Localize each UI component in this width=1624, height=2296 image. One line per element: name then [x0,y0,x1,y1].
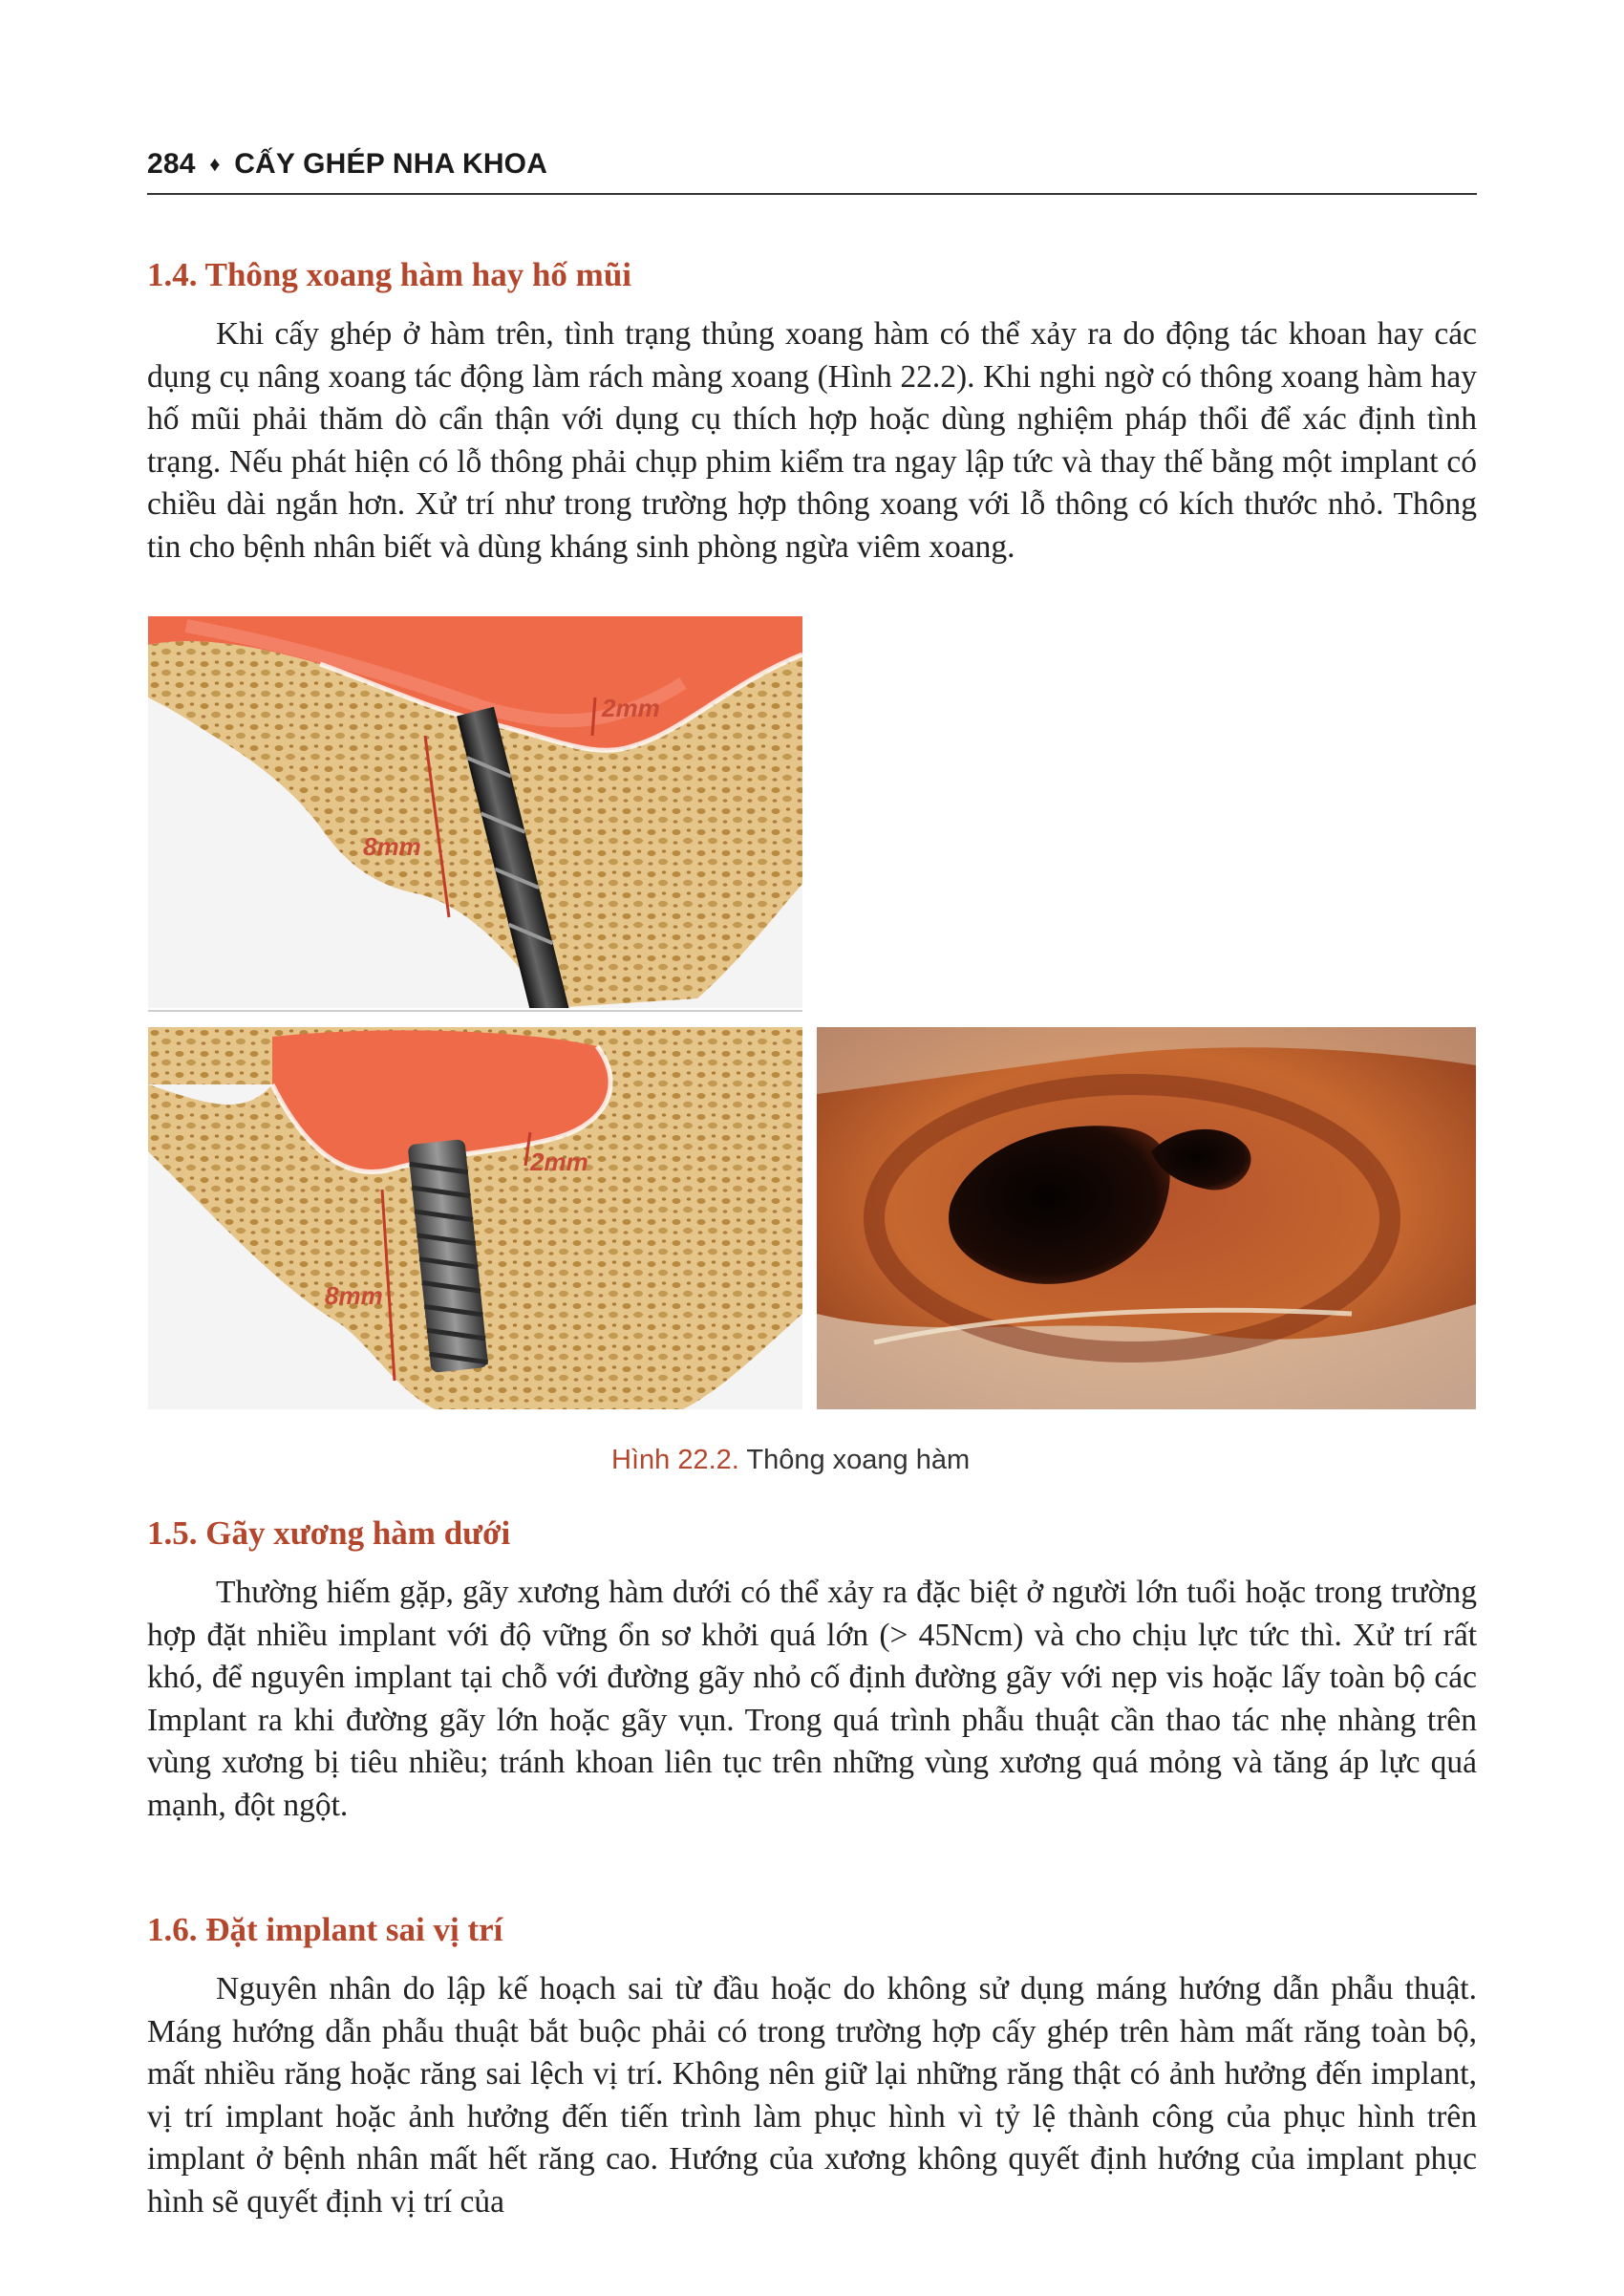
figure-caption-text: Thông xoang hàm [746,1445,971,1475]
section-paragraph-1-5: Thường hiếm gặp, gãy xương hàm dưới có thể xảy ra đặc biệt ở người lớn tuổi hoặc trong trường hợp đặt nhiều implant với độ vững ổn sơ khởi quá lớn (> 45Ncm) và cho chịu lực tức thì. Xử trí rất khó, để nguyên implant tại chỗ với đường gãy nhỏ cố định đường gãy với nẹp vis hoặc lấy toàn bộ các Implant ra khi đường gãy lớn hoặc gãy vụn. Trong quá trình phẫu thuật cần thao tác nhẹ nhàng trên vùng xương bị tiêu nhiều; tránh khoan liên tục trên những vùng xương quá mỏng và tăng áp lực quá mạnh, đột ngột. [147,1575,1477,1823]
section-heading-1-5: 1.5. Gãy xương hàm dưới [147,1514,511,1552]
drill-top-measurement: 2mm [602,694,660,722]
running-header [147,148,547,181]
drill-perforation-illustration [148,616,802,1008]
page-number: 284 [147,148,196,180]
figure-caption-number: Hình 22.2. [611,1445,739,1475]
header-divider [147,193,1477,195]
figure-divider [148,1010,802,1012]
section-heading-1-6: 1.6. Đặt implant sai vị trí [147,1911,503,1948]
sinus-perforation-photo [817,1027,1476,1409]
book-title: CẤY GHÉP NHA KHOA [234,148,548,180]
figure-caption [611,1445,970,1476]
implant-top-measurement: 2mm [530,1148,588,1176]
section-heading-1-4: 1.4. Thông xoang hàm hay hố mũi [147,256,632,293]
section-paragraph-1-6: Nguyên nhân do lập kế hoạch sai từ đầu hoặc do không sử dụng máng hướng dẫn phẫu thuật. Máng hướng dẫn phẫu thuật bắt buộc phải có trong trường hợp cấy ghép trên hàm mất răng toàn bộ, mất nhiều răng hoặc răng sai lệch vị trí. Không nên giữ lại những răng thật có ảnh hưởng đến implant, vị trí implant hoặc ảnh hưởng đến tiến trình làm phục hình vì tỷ lệ thành công của phục hình trên implant ở bệnh nhân mất hết răng cao. Hướng của xương không quyết định hướng của implant phục hình sẽ quyết định vị trí của [147,1971,1477,2220]
implant-side-measurement: 8mm [325,1281,383,1310]
implant-perforation-illustration [148,1027,802,1409]
drill-side-measurement: 8mm [363,832,421,861]
diamond-icon: ♦ [209,152,221,176]
section-paragraph-1-4: Khi cấy ghép ở hàm trên, tình trạng thủng xoang hàm có thể xảy ra do động tác khoan hay các dụng cụ nâng xoang tác động làm rách màng xoang (Hình 22.2). Khi nghi ngờ có thông xoang hàm hay hố mũi phải thăm dò cẩn thận với dụng cụ thích hợp hoặc dùng nghiệm pháp thổi để xác định tình trạng. Nếu phát hiện có lỗ thông phải chụp phim kiểm tra ngay lập tức và thay thế bằng một implant có chiều dài ngắn hơn. Xử trí như trong trường hợp thông xoang với lỗ thông có kích thước nhỏ. Thông tin cho bệnh nhân biết và dùng kháng sinh phòng ngừa viêm xoang. [147,316,1477,565]
